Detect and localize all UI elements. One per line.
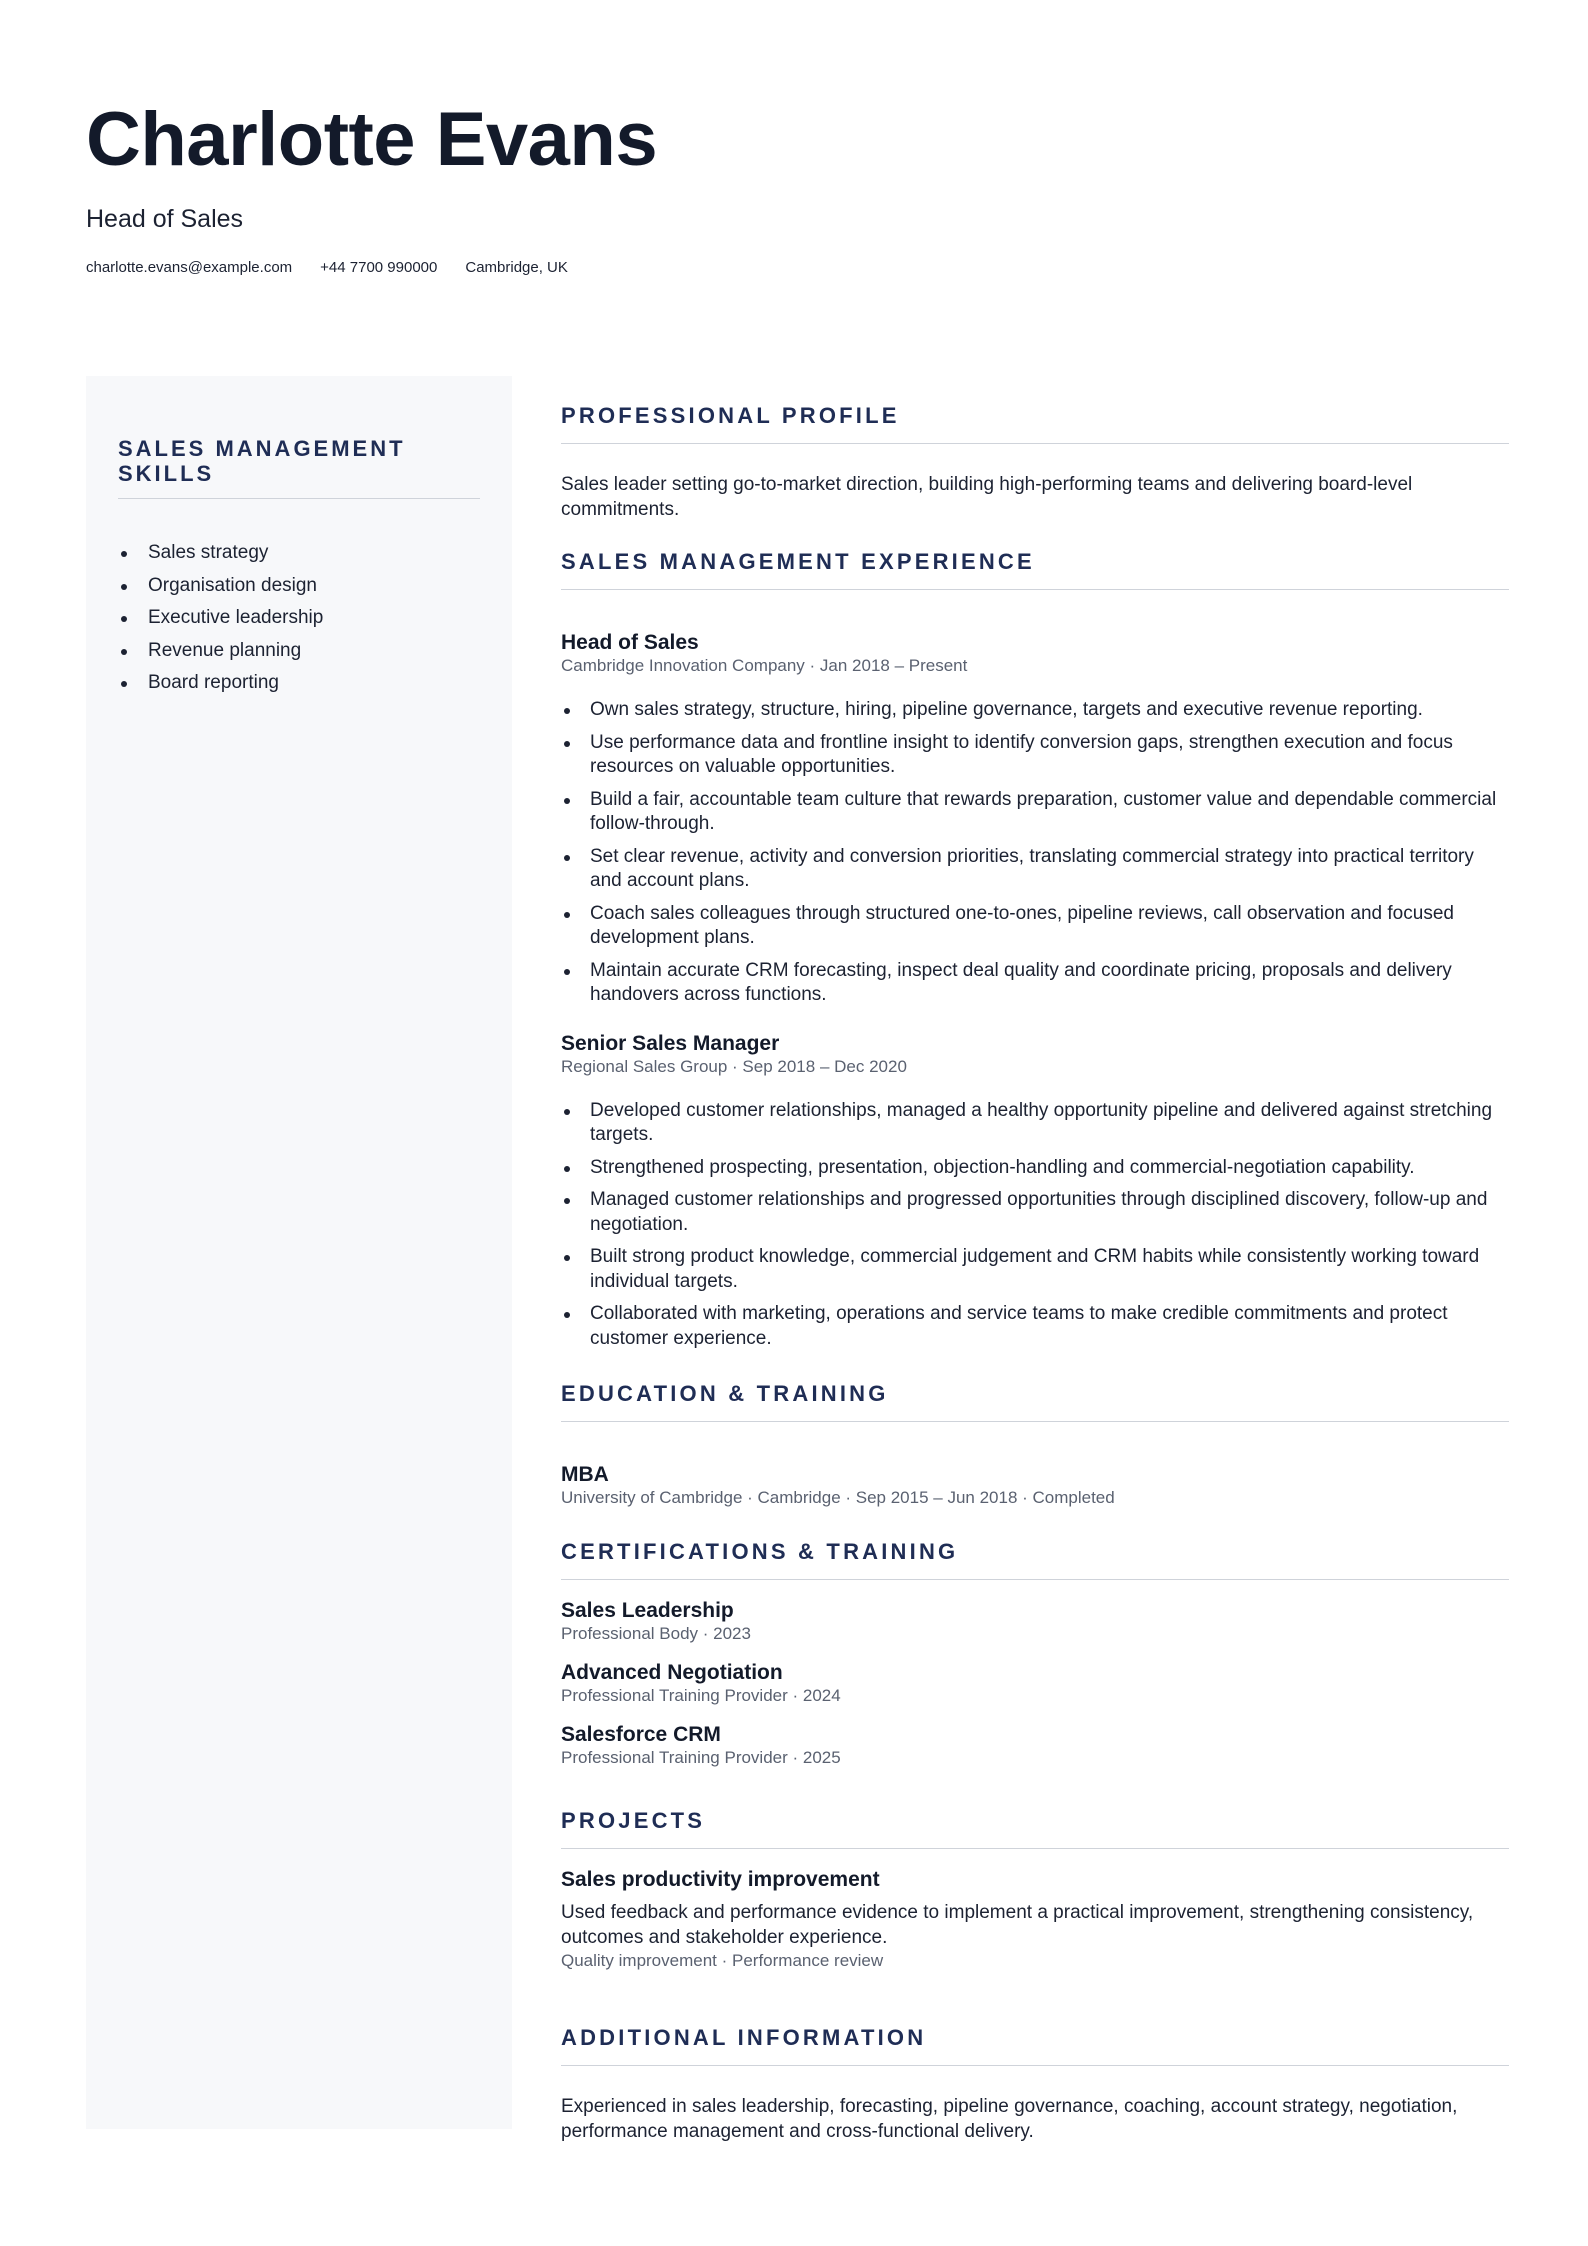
skills-divider — [118, 498, 480, 499]
job-bullet: Maintain accurate CRM forecasting, inspect deal quality and coordinate pricing, proposals and delivery handovers across functions. — [561, 959, 1509, 1008]
certification-meta: Professional Training Provider · 2024 — [561, 1686, 841, 1705]
job-bullet: Built strong product knowledge, commercial judgement and CRM habits while consistently working toward individual targets. — [561, 1245, 1509, 1294]
resume-header — [86, 98, 1506, 278]
certification-name: Sales Leadership — [561, 1599, 734, 1622]
profile-divider — [561, 443, 1509, 444]
candidate-name: Charlotte Evans — [86, 97, 658, 182]
job-bullet: Coach sales colleagues through structured one-to-ones, pipeline reviews, call observation and focused development plans. — [561, 902, 1509, 951]
job-bullet: Developed customer relationships, managed a healthy opportunity pipeline and delivered against stretching targets. — [561, 1099, 1509, 1148]
experience-section — [561, 549, 1509, 1351]
contact-phone[interactable]: +44 7700 990000 — [320, 259, 438, 276]
job-bullet: Use performance data and frontline insight to identify conversion gaps, strengthen execution and focus resources on valuable opportunities. — [561, 731, 1509, 780]
additional-section — [561, 2025, 1509, 2144]
education-heading: EDUCATION & TRAINING — [561, 1381, 889, 1406]
profile-text: Sales leader setting go-to-market direction, building high-performing teams and delivering board-level commitments. — [561, 474, 1413, 520]
contact-email[interactable]: charlotte.evans@example.com — [86, 259, 293, 276]
skill-item: Revenue planning — [118, 635, 480, 668]
certification-name: Salesforce CRM — [561, 1723, 721, 1746]
certification-name: Advanced Negotiation — [561, 1661, 783, 1684]
job-bullet: Own sales strategy, structure, hiring, pipeline governance, targets and executive revenue reporting. — [561, 698, 1509, 723]
job-entry — [561, 1031, 1509, 1352]
job-bullet: Managed customer relationships and progressed opportunities through disciplined discovery, follow-up and negotiation. — [561, 1188, 1509, 1237]
skill-item: Executive leadership — [118, 602, 480, 635]
project-name: Sales productivity improvement — [561, 1868, 880, 1891]
job-entry — [561, 630, 1509, 1008]
contact-info — [86, 258, 1506, 278]
profile-heading: PROFESSIONAL PROFILE — [561, 403, 900, 428]
certifications-divider — [561, 1579, 1509, 1580]
projects-heading: PROJECTS — [561, 1808, 706, 1833]
certification-meta: Professional Training Provider · 2025 — [561, 1748, 841, 1767]
skill-item: Organisation design — [118, 570, 480, 603]
contact-location: Cambridge, UK — [465, 259, 568, 276]
job-bullets — [561, 1099, 1509, 1352]
candidate-role: Head of Sales — [86, 205, 244, 233]
job-title: Senior Sales Manager — [561, 1031, 780, 1055]
job-meta: Regional Sales Group · Sep 2018 – Dec 2020 — [561, 1056, 907, 1076]
project-description: Used feedback and performance evidence to implement a practical improvement, strengthening consistency, outcomes and stakeholder experience. — [561, 1902, 1474, 1948]
job-bullet: Collaborated with marketing, operations and service teams to make credible commitments and protect customer experience. — [561, 1302, 1509, 1351]
main-content — [561, 376, 1509, 2144]
profile-section — [561, 376, 1509, 522]
sidebar — [86, 376, 512, 2129]
certification-entry — [561, 1660, 1509, 1707]
skills-heading: SALES MANAGEMENT SKILLS — [118, 436, 406, 486]
certifications-heading: CERTIFICATIONS & TRAINING — [561, 1539, 959, 1564]
job-bullet: Strengthened prospecting, presentation, objection-handling and commercial-negotiation capability. — [561, 1156, 1509, 1181]
job-bullets — [561, 698, 1509, 1008]
certification-entry — [561, 1722, 1509, 1769]
degree-title: MBA — [561, 1463, 609, 1486]
project-meta: Quality improvement · Performance review — [561, 1951, 884, 1970]
certification-entry — [561, 1598, 1509, 1645]
skill-item: Board reporting — [118, 667, 480, 700]
experience-divider — [561, 589, 1509, 590]
additional-heading: ADDITIONAL INFORMATION — [561, 2025, 927, 2050]
job-title: Head of Sales — [561, 631, 699, 654]
certifications-section — [561, 1539, 1509, 1769]
projects-section — [561, 1808, 1509, 1972]
job-bullet: Set clear revenue, activity and conversion priorities, translating commercial strategy into practical territory and account plans. — [561, 845, 1509, 894]
education-section — [561, 1381, 1509, 1509]
job-bullet: Build a fair, accountable team culture that rewards preparation, customer value and dependable commercial follow-through. — [561, 788, 1509, 837]
additional-divider — [561, 2065, 1509, 2066]
certification-meta: Professional Body · 2023 — [561, 1624, 751, 1643]
skills-list — [118, 537, 480, 700]
skill-item: Sales strategy — [118, 537, 480, 570]
additional-text: Experienced in sales leadership, forecasting, pipeline governance, coaching, account strategy, negotiation, performance management and cross-functional delivery. — [561, 2096, 1458, 2142]
job-meta: Cambridge Innovation Company · Jan 2018 – Present — [561, 656, 968, 675]
projects-divider — [561, 1848, 1509, 1849]
experience-heading: SALES MANAGEMENT EXPERIENCE — [561, 549, 1035, 574]
education-divider — [561, 1421, 1509, 1422]
degree-meta: University of Cambridge · Cambridge · Sep 2015 – Jun 2018 · Completed — [561, 1488, 1115, 1507]
